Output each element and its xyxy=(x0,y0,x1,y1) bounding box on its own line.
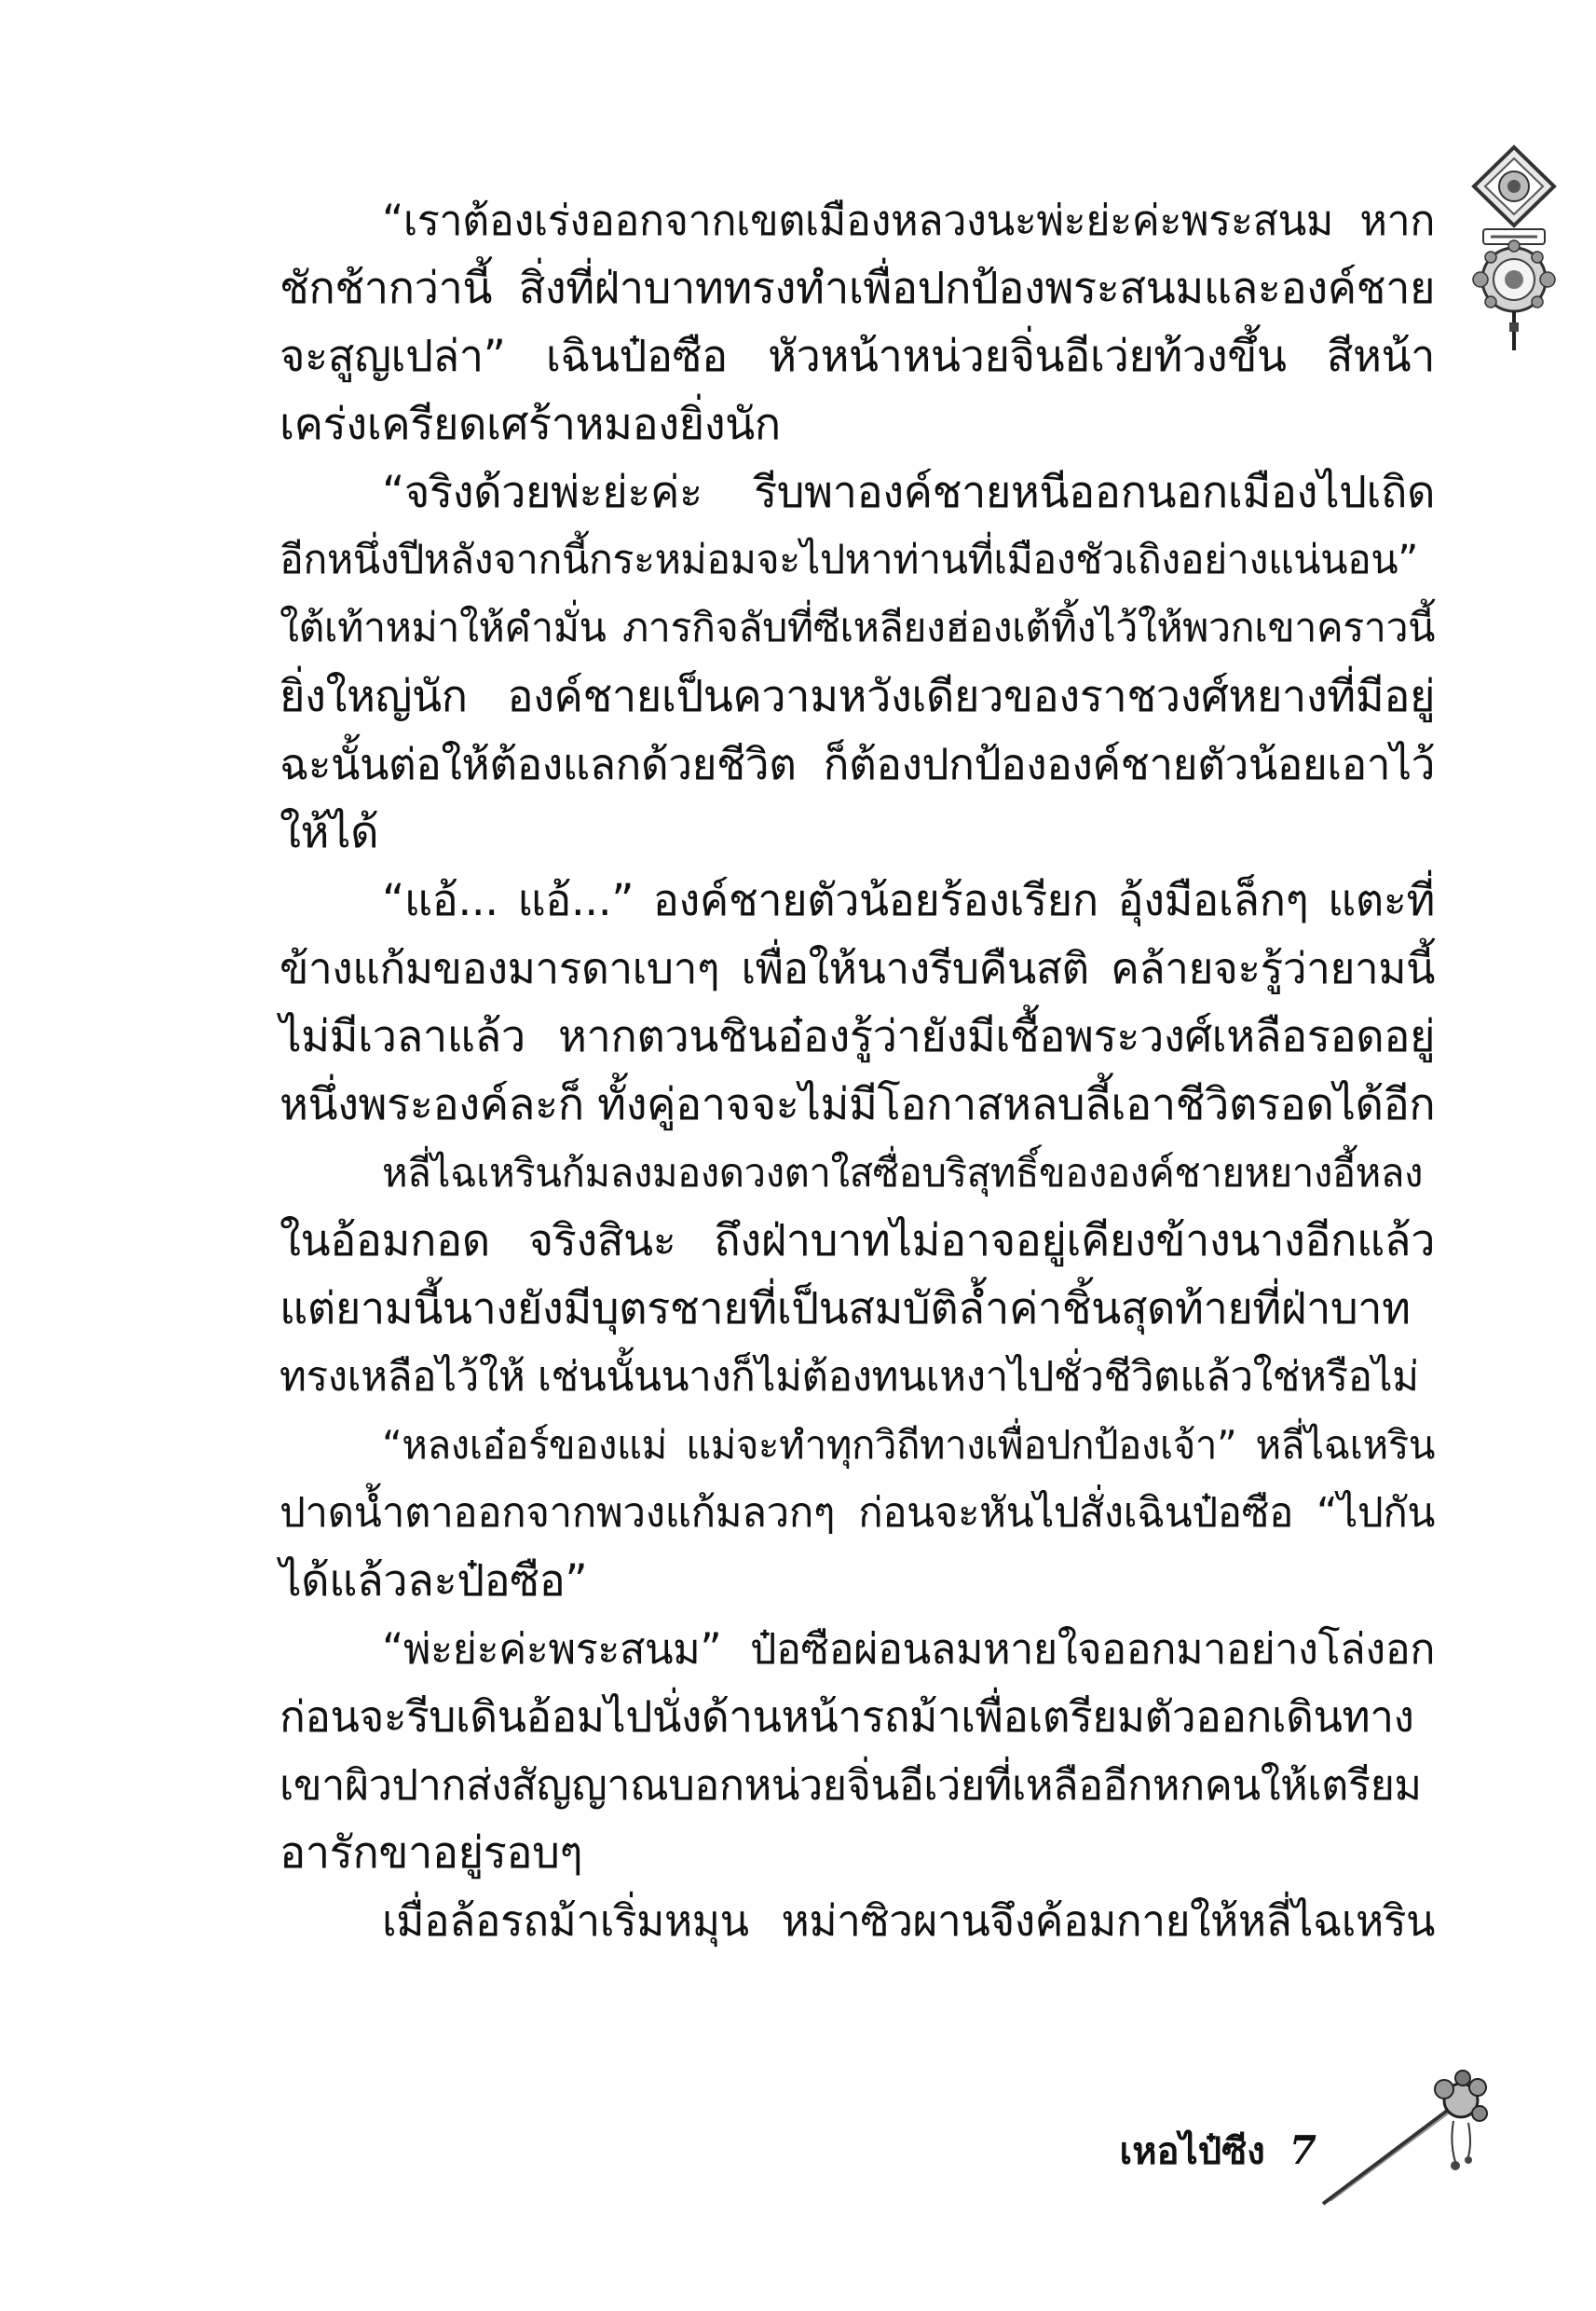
text-line: หนึ่งพระองค์ละก็ ทั้งคู่อาจจะไม่มีโอกาสหลบลี้เอาชีวิตรอดได้อีก xyxy=(280,1079,1436,1130)
text-line: ข้างแก้มของมารดาเบาๆ เพื่อให้นางรีบคืนสติ คล้ายจะรู้ว่ายามนี้ xyxy=(280,943,1435,993)
text-line: ฉะนั้นต่อให้ต้องแลกด้วยชีวิต ก็ต้องปกป้ององค์ชายตัวน้อยเอาไว้ xyxy=(280,739,1435,789)
text-line: ปาดน้ำตาออกจากพวงแก้มลวกๆ ก่อนจะหันไปสั่งเฉินป๋อซือ “ไปกัน xyxy=(280,1489,1435,1537)
text-line: แต่ยามนี้นางยังมีบุตรชายที่เป็นสมบัติล้ำค่าชิ้นสุดท้ายที่ฝ่าบาท xyxy=(280,1283,1411,1334)
text-line: ให้ได้ xyxy=(280,807,379,858)
text-line: เคร่งเครียดเศร้าหมองยิ่งนัก xyxy=(280,399,781,450)
text-line: “พ่ะย่ะค่ะพระสนม” ป๋อซือผ่อนลมหายใจออกมาอย่างโล่งอก xyxy=(382,1624,1435,1674)
text-line: หลี่ไฉเหรินก้มลงมองดวงตาใสซื่อบริสุทธิ์ขององค์ชายหยางอี้หลง xyxy=(382,1150,1424,1196)
text-line: อีกหนึ่งปีหลังจากนี้กระหม่อมจะไปหาท่านที่เมืองชัวเถิงอย่างแน่นอน” xyxy=(280,537,1418,583)
text-line: “จริงด้วยพ่ะย่ะค่ะ รีบพาองค์ชายหนีออกนอกเมืองไปเถิด xyxy=(382,467,1435,518)
page-footer xyxy=(1120,2123,1316,2179)
text-line: ได้แล้วละป๋อซือ” xyxy=(280,1555,588,1607)
text-line: ทรงเหลือไว้ให้ เช่นนั้นนางก็ไม่ต้องทนเหงาไปชั่วชีวิตแล้วใช่หรือไม่ xyxy=(280,1353,1419,1401)
medallion-tassel-icon xyxy=(1463,140,1565,354)
text-line: ใต้เท้าหม่าให้คำมั่น ภารกิจลับที่ซีเหลียงฮ่องเต้ทิ้งไว้ให้พวกเขาคราวนี้ xyxy=(280,605,1435,651)
text-line: ก่อนจะรีบเดินอ้อมไปนั่งด้านหน้ารถม้าเพื่อเตรียมตัวออกเดินทาง xyxy=(280,1691,1414,1742)
body-text xyxy=(280,186,1435,1955)
text-line: ยิ่งใหญ่นัก องค์ชายเป็นความหวังเดียวของราชวงศ์หยางที่มีอยู่ xyxy=(280,671,1435,722)
text-line: ชักช้ากว่านี้ สิ่งที่ฝ่าบาททรงทำเพื่อปกป้องพระสนมและองค์ชาย xyxy=(280,263,1435,314)
text-line: เขาผิวปากส่งสัญญาณบอกหน่วยจิ่นอีเว่ยที่เหลืออีกหกคนให้เตรียม xyxy=(280,1760,1422,1810)
text-line: จะสูญเปล่า” เฉินป๋อซือ หัวหน้าหน่วยจิ่นอีเว่ยท้วงขึ้น สีหน้า xyxy=(280,331,1435,382)
text-line: “หลงเอ๋อร์ของแม่ แม่จะทำทุกวิถีทางเพื่อปกป้องเจ้า” หลี่ไฉเหริน xyxy=(382,1422,1435,1468)
book-title: เหอไป๋ซีง xyxy=(1119,2130,1265,2173)
text-line: ในอ้อมกอด จริงสินะ ถึงฝ่าบาทไม่อาจอยู่เคียงข้างนางอีกแล้ว xyxy=(280,1215,1435,1266)
text-line: “เราต้องเร่งออกจากเขตเมืองหลวงนะพ่ะย่ะค่ะพระสนม หาก xyxy=(382,196,1435,245)
text-line: “แอ้... แอ้...” องค์ชายตัวน้อยร้องเรียก อุ้งมือเล็กๆ แตะที่ xyxy=(382,875,1435,926)
text-line: ไม่มีเวลาแล้ว หากตวนชินอ๋องรู้ว่ายังมีเชื้อพระวงศ์เหลือรอดอยู่ xyxy=(280,1011,1435,1062)
hairpin-icon xyxy=(1314,2069,1491,2208)
page-number: 7 xyxy=(1289,2127,1316,2173)
text-line: อารักขาอยู่รอบๆ xyxy=(280,1827,583,1879)
text-line: เมื่อล้อรถม้าเริ่มหมุน หม่าซิวผานจึงค้อมกายให้หลี่ไฉเหริน xyxy=(382,1895,1435,1946)
